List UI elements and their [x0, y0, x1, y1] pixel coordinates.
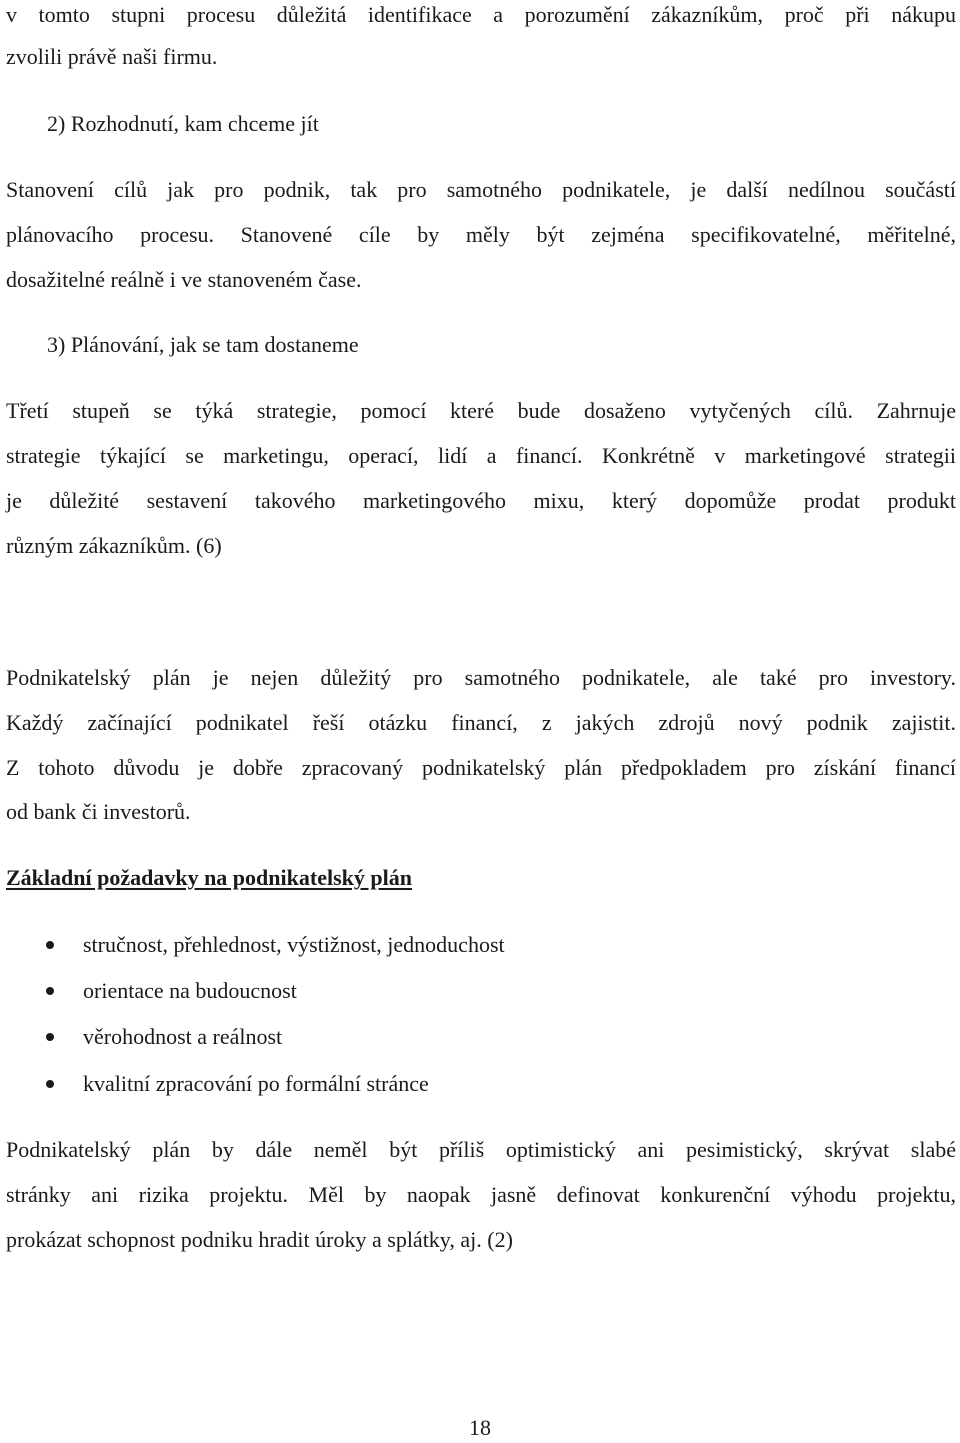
paragraph-line: zvolili právě naši firmu. — [6, 44, 218, 69]
section-heading: Základní požadavky na podnikatelský plán — [6, 865, 412, 890]
paragraph-line: různým zákazníkům. (6) — [6, 533, 222, 558]
bullet-icon — [46, 1033, 54, 1041]
paragraph-line: dosažitelné reálně i ve stanoveném čase. — [6, 267, 362, 292]
list-item: kvalitní zpracování po formální stránce — [83, 1071, 429, 1096]
paragraph-line: stránky ani rizika projektu. Měl by naopak jasně definovat konkurenční výhodu projektu, — [6, 1182, 956, 1207]
paragraph-line: strategie týkající se marketingu, operací, lidí a financí. Konkrétně v marketingové strategii — [6, 443, 956, 468]
step-heading: 2) Rozhodnutí, kam chceme jít — [47, 111, 319, 136]
paragraph-line: prokázat schopnost podniku hradit úroky a splátky, aj. (2) — [6, 1227, 513, 1252]
paragraph-line: Každý začínající podnikatel řeší otázku financí, z jakých zdrojů nový podnik zajistit. — [6, 710, 956, 735]
bullet-icon — [46, 1080, 54, 1088]
paragraph-line: v tomto stupni procesu důležitá identifikace a porozumění zákazníkům, proč při nákupu — [6, 2, 956, 27]
paragraph-line: Třetí stupeň se týká strategie, pomocí které bude dosaženo vytyčených cílů. Zahrnuje — [6, 398, 956, 423]
list-item: věrohodnost a reálnost — [83, 1024, 283, 1049]
paragraph-line: od bank či investorů. — [6, 799, 191, 824]
paragraph-line: Podnikatelský plán je nejen důležitý pro samotného podnikatele, ale také pro investory. — [6, 665, 956, 690]
paragraph-line: plánovacího procesu. Stanovené cíle by měly být zejména specifikovatelné, měřitelné, — [6, 222, 956, 247]
bullet-icon — [46, 941, 54, 949]
list-item: stručnost, přehlednost, výstižnost, jednoduchost — [83, 932, 505, 957]
page-number: 18 — [469, 1415, 491, 1440]
paragraph-line: Stanovení cílů jak pro podnik, tak pro samotného podnikatele, je další nedílnou součástí — [6, 177, 956, 202]
paragraph-line: je důležité sestavení takového marketingového mixu, který dopomůže prodat produkt — [6, 488, 956, 513]
paragraph-line: Podnikatelský plán by dále neměl být příliš optimistický ani pesimistický, skrývat slabé — [6, 1137, 956, 1162]
paragraph-line: Z tohoto důvodu je dobře zpracovaný podnikatelský plán předpokladem pro získání financí — [6, 755, 956, 780]
step-heading: 3) Plánování, jak se tam dostaneme — [47, 332, 359, 357]
bullet-icon — [46, 987, 54, 995]
list-item: orientace na budoucnost — [83, 978, 297, 1003]
